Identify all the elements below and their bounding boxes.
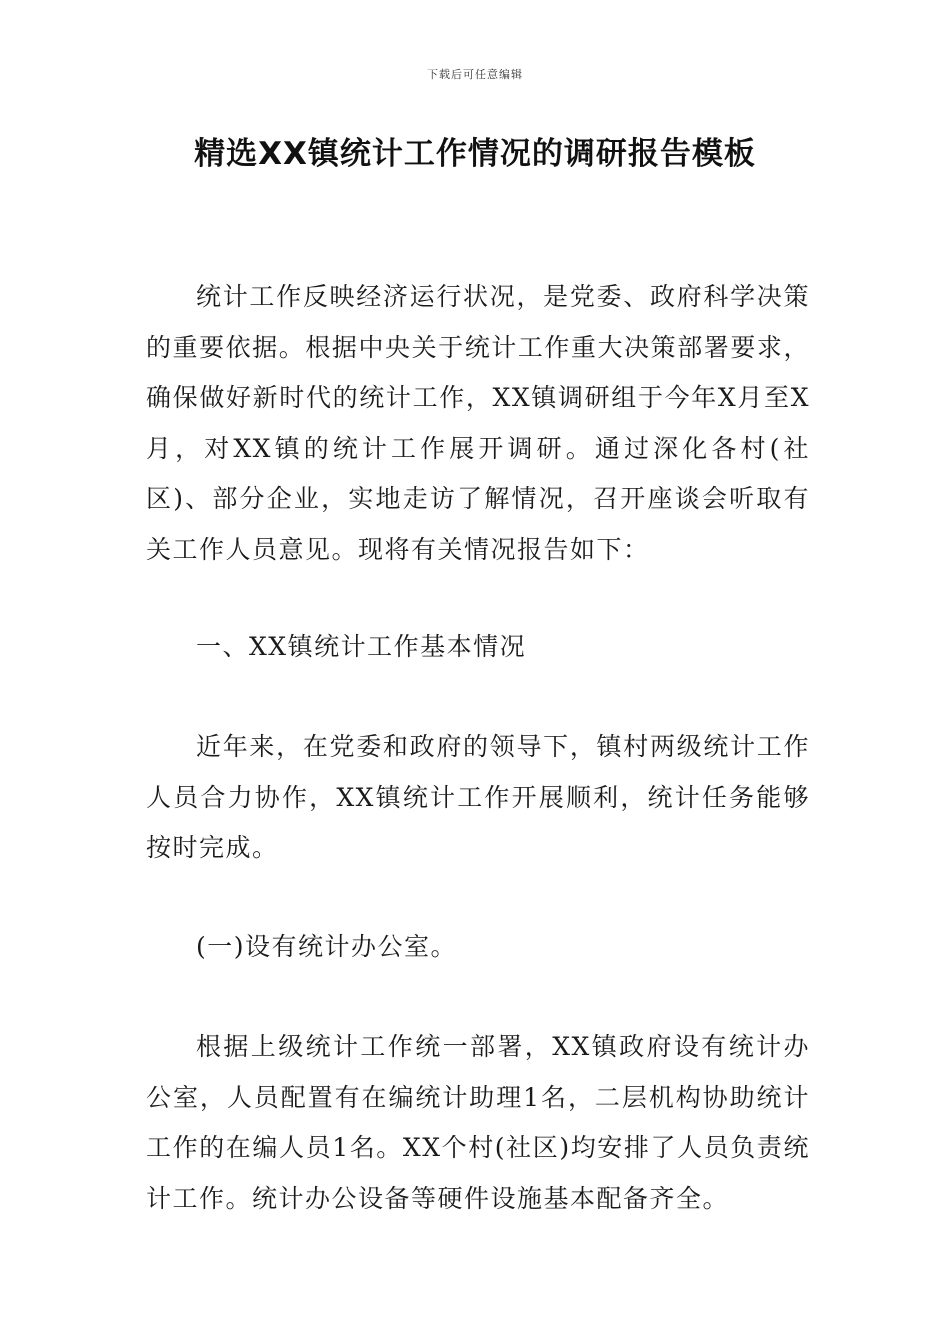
- document-title: 精选XX镇统计工作情况的调研报告模板: [194, 136, 756, 172]
- section-paragraph-1: 近年来，在党委和政府的领导下，镇村两级统计工作人员合力协作，XX镇统计工作开展顺利，统计任务能够按时完成。: [146, 732, 810, 862]
- header-note: 下载后可任意编辑: [427, 68, 523, 81]
- intro-paragraph: 统计工作反映经济运行状况，是党委、政府科学决策的重要依据。根据中央关于统计工作重大决策部署要求，确保做好新时代的统计工作，XX镇调研组于今年X月至X月，对XX镇的统计工作展开调研。通过深化各村(社区)、部分企业，实地走访了解情况，召开座谈会听取有关工作人员意见。现将有关情况报告如下：: [146, 282, 810, 564]
- section-heading-1: 一、XX镇统计工作基本情况: [196, 632, 527, 661]
- subsection-paragraph-1: 根据上级统计工作统一部署，XX镇政府设有统计办公室，人员配置有在编统计助理1名，二层机构协助统计工作的在编人员1名。XX个村(社区)均安排了人员负责统计工作。统计办公设备等硬件设施基本配备齐全。: [146, 1032, 810, 1213]
- subsection-heading-1: (一)设有统计办公室。: [196, 932, 458, 961]
